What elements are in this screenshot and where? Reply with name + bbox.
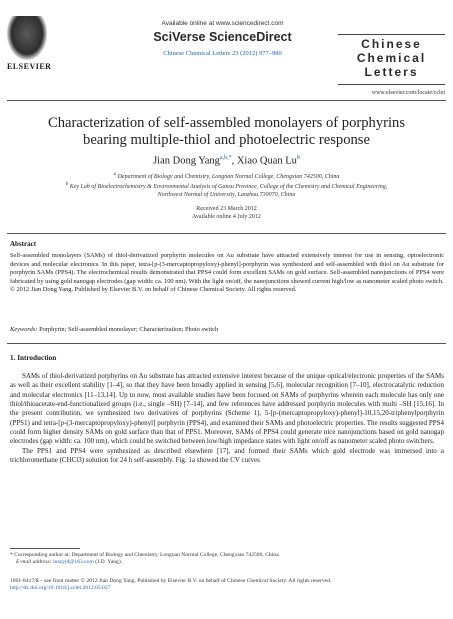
article-dates (20, 205, 433, 221)
header-rule (7, 100, 446, 101)
abstract-body (10, 252, 444, 295)
journal-logo-line: Chemical (356, 51, 427, 65)
doi-link[interactable]: http://dx.doi.org/10.1016/j.cclet.2012.05.027 (10, 585, 111, 592)
keywords (10, 326, 444, 335)
abstract-copyright: © 2012 Jian Dong Yang. Published by Elsevier B.V. on behalf of Chinese Chemical Society. All rights reserved. (10, 286, 297, 293)
keywords-label: Keywords: (10, 326, 38, 333)
email-link[interactable]: lnszyjd@163.com (53, 559, 94, 566)
intro-paragraph: The PPS1 and PPS4 were synthesized as described elsewhere [17], and formed their SAMs which gold electrode was immersed into a trichloromethane (CHCl3) solution for 24 h self-assembly. Fig. 1a showed the CV curves (10, 446, 444, 465)
title-line: bearing multiple-thiol and photoelectric response (83, 132, 370, 148)
article-title (20, 115, 433, 149)
available-online: Available online at www.sciencedirect.com (161, 20, 284, 27)
elsevier-tree-icon (7, 16, 47, 60)
keywords-list: Porphyrin; Self-assembled monolayer; Characterization; Photo switch (37, 326, 219, 333)
authors (20, 155, 433, 167)
email-label: E-mail address: (16, 559, 54, 566)
platform-name: SciVerse ScienceDirect (153, 30, 292, 44)
affiliations (20, 171, 433, 200)
intro-paragraph: SAMs of thiol-derivatized porphyrins on Au substrate has attracted extensive interest because of the unique optical/electronic properties of the SAMs as well as their excellent stability [1–4], so that they have been broadly applied in sensing [5,6], molecular recognition [7–10], electrocatalytic reduction and molecular electronics [11–13,14]. Up to now, most available studies have been focused on SAMs of porphyrins wherein each molecule has only one thiol/thioacetate-end-functionalized groups (i.e., single –SH) [7–14], and few references have addressed porphyrin molecules with multi –SH [15,16]. In the present contribution, we synthesized two derivatives of porphyrins (Scheme 1), 5-[p-(mercaptopropyloxy)-phenyl]-10,15,20-triphenylporphyrin (PPS1) and tetra-[p-(3-mercaptopropyloxy)-phenyl] porphyrin (PPS4), and examined their SAMs and photoelectric properties. The results suggested PPS4 could form higher density SAMs on gold surface than that of PPS1. Moreover, SAMs of PPS4 could generate nice nanojunctions based on gold nanogap electrodes (gap width: ca. 100 nm), which could be switched between low/high impedance states with light on/off as nanometer scaled photo switchers. (10, 372, 444, 446)
front-matter (10, 578, 444, 592)
journal-url[interactable]: www.elsevier.com/locate/cclet (371, 90, 445, 96)
affiliation-b2: Northwest Normal of University, Lanzhou 730070, China (157, 192, 296, 199)
abstract-bottom-rule (7, 343, 446, 344)
author-name[interactable]: Jian Dong Yang (153, 155, 220, 167)
affiliation-text: Department of Biology and Chemistry, Longnan Normal College, Chengxian 742500, China (117, 174, 340, 180)
section-heading: 1. Introduction (10, 354, 57, 362)
journal-logo (338, 34, 445, 86)
abstract-top-rule (7, 233, 446, 234)
email-line (10, 559, 444, 566)
affiliation-mark: a (113, 172, 117, 177)
footnotes (10, 552, 444, 566)
affiliation-b (20, 181, 433, 191)
author-name[interactable]: Xiao Quan Lu (236, 155, 297, 167)
corresponding-author: * Corresponding author at: Department of Biology and Chemistry, Longnan Normal College, Chengxian 742500, China. (10, 552, 280, 558)
affiliation-mark: b (65, 182, 69, 188)
journal-citation[interactable]: Chinese Chemical Letters 23 (2012) 977–980 (163, 50, 282, 57)
affiliation-text: Key Lab of Bioelectrochemistry & Environmental Analysis of Gansu Province, College of the Chemistry and Chemical Engineering, (69, 184, 388, 191)
abstract-text: Self-assembled monolayers (SAMs) of thiol-derivatized porphyrin molecules on Au substrate have attracted extensively interest for use in sensing, optoelectronic devices and molecular electronics. In this paper, tetra-[p-(3-mercaptopropyloxy)-phenyl]-porphyrin was synthesized and self-assembled with thiol on Au substrate for porphyrin SAMs (PPS4). The electrochemical results demonstrated that PPS4 could form excellent SAMs on gold surface. Self-assembled nanojunctions of PPS4 were fabricated by using gold nanogap electrodes (gap width: ca. 100 nm). With the light on/off, the nanojunctions showed current high/low as nanometer scaled photo switch. (10, 252, 444, 285)
introduction-body (10, 372, 444, 465)
journal-logo-line: Chinese (361, 37, 422, 51)
received-date: Received 23 March 2012 (196, 206, 257, 212)
journal-logo-line: Letters (364, 65, 419, 79)
affiliation-a (20, 171, 433, 181)
title-line: Characterization of self-assembled monolayers of porphyrins (47, 115, 406, 131)
author-marks[interactable]: a,b,* (219, 155, 232, 161)
author-marks[interactable]: b (296, 155, 300, 161)
email-owner: (J.D. Yang). (93, 559, 123, 566)
footnote-rule (10, 548, 80, 549)
author-separator: , (231, 155, 237, 167)
elsevier-logo (7, 16, 52, 72)
available-date: Available online 4 July 2012 (192, 214, 261, 221)
publisher-name: ELSEVIER (7, 62, 52, 71)
issn-line: 1001-8417/$ – see front matter © 2012 Jian Dong Yang. Published by Elsevier B.V. on behalf of Chinese Chemical Society. All rights reserved. (10, 578, 332, 584)
abstract-heading: Abstract (10, 240, 37, 248)
